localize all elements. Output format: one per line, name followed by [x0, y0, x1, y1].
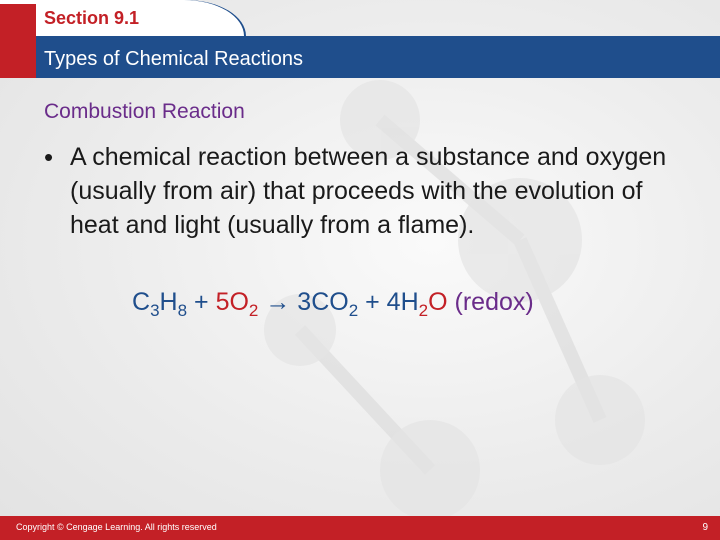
title-accent	[0, 36, 36, 78]
eq-c3h8-h: H	[159, 288, 178, 316]
eq-plus-2: +	[358, 288, 387, 316]
subheading: Combustion Reaction	[44, 100, 245, 123]
chemical-equation	[132, 288, 534, 320]
eq-co2-sub: 2	[348, 301, 359, 320]
copyright-text: Copyright © Cengage Learning. All rights reserved	[16, 522, 217, 532]
bullet-icon: •	[44, 142, 54, 172]
eq-h2o-h: 4H	[386, 288, 419, 316]
page-number: 9	[702, 522, 708, 533]
eq-c3h8-c-sub: 3	[150, 301, 160, 320]
eq-o2-sub: 2	[248, 301, 259, 320]
eq-h2o-o: O	[428, 288, 448, 316]
eq-c3h8-c: C	[132, 288, 151, 316]
eq-plus-1: +	[187, 288, 216, 316]
section-accent	[0, 4, 36, 36]
eq-arrow: →	[258, 288, 298, 316]
slide-title: Types of Chemical Reactions	[44, 48, 304, 70]
section-label: Section 9.1	[44, 8, 140, 28]
eq-c3h8-h-sub: 8	[177, 301, 188, 320]
eq-h2o-sub: 2	[418, 301, 429, 320]
bullet-text: A chemical reaction between a substance and oxygen (usually from air) that proceeds with the evolution of heat and light (usually from a flame).	[70, 143, 667, 239]
eq-o2: 5O	[215, 288, 249, 316]
eq-note: (redox)	[447, 288, 534, 316]
eq-co2: 3CO	[297, 288, 349, 316]
